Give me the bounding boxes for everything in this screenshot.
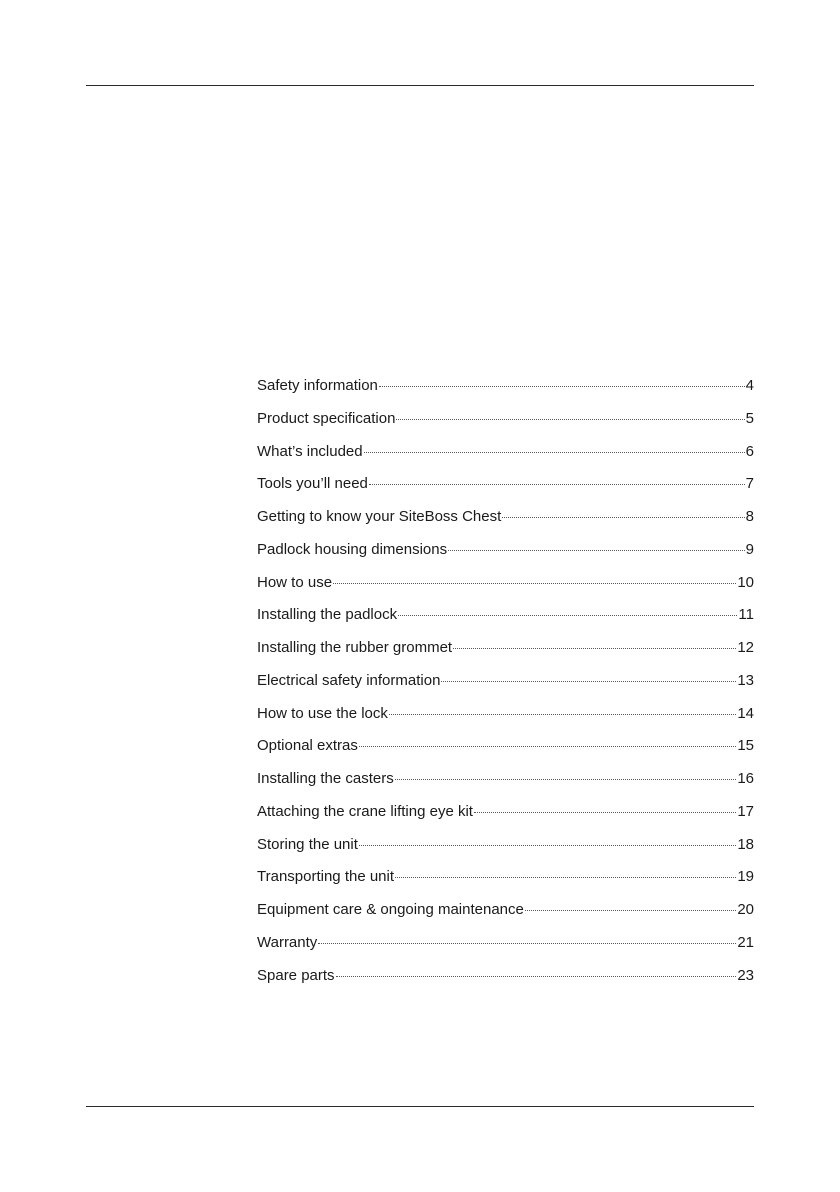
table-of-contents — [257, 376, 754, 998]
toc-dot-leader — [379, 386, 745, 387]
toc-entry-title: What’s included — [257, 442, 363, 460]
toc-entry[interactable] — [257, 900, 754, 933]
toc-entry[interactable] — [257, 802, 754, 835]
toc-page-number: 17 — [737, 802, 754, 820]
toc-page-number: 16 — [737, 770, 754, 787]
toc-entry[interactable] — [257, 474, 754, 507]
toc-page-number: 21 — [737, 933, 754, 951]
toc-entry-title: Getting to know your SiteBoss Chest — [257, 508, 502, 525]
toc-dot-leader — [395, 877, 736, 878]
toc-page-number: 9 — [745, 540, 754, 558]
toc-page-number: 8 — [745, 508, 754, 525]
toc-dot-leader — [336, 976, 737, 977]
toc-entry[interactable] — [257, 933, 754, 966]
toc-entry-title: How to use — [257, 573, 333, 591]
toc-entry[interactable] — [257, 769, 754, 802]
toc-entry[interactable] — [257, 442, 754, 475]
toc-page-number: 14 — [737, 704, 754, 722]
toc-dot-leader — [448, 550, 745, 551]
toc-entry[interactable] — [257, 966, 754, 999]
toc-entry-title: Equipment care & ongoing maintenance — [257, 901, 524, 918]
toc-entry[interactable] — [257, 671, 754, 704]
toc-entry[interactable] — [257, 507, 754, 540]
toc-entry-title: Spare parts — [257, 966, 335, 984]
toc-dot-leader — [502, 517, 744, 518]
toc-page-number: 7 — [745, 475, 754, 493]
toc-dot-leader — [369, 484, 745, 485]
toc-entry-title: Installing the padlock — [257, 606, 398, 624]
toc-entry[interactable] — [257, 573, 754, 606]
toc-page-number: 11 — [738, 606, 754, 624]
toc-entry-title: Electrical safety information — [257, 671, 441, 689]
toc-dot-leader — [364, 452, 745, 453]
toc-entry[interactable] — [257, 704, 754, 737]
toc-dot-leader — [333, 583, 736, 584]
toc-entry-title: Safety information — [257, 377, 378, 394]
toc-entry[interactable] — [257, 605, 754, 638]
toc-entry-title: How to use the lock — [257, 704, 388, 722]
toc-page-number: 18 — [737, 835, 754, 853]
toc-entry[interactable] — [257, 638, 754, 671]
toc-page-number: 5 — [745, 409, 754, 427]
footer-rule — [86, 1106, 754, 1107]
toc-entry-title: Optional extras — [257, 737, 358, 755]
toc-dot-leader — [441, 681, 736, 682]
toc-dot-leader — [389, 714, 736, 715]
toc-dot-leader — [453, 648, 736, 649]
toc-dot-leader — [395, 779, 737, 780]
toc-page-number: 13 — [737, 671, 754, 689]
toc-entry[interactable] — [257, 540, 754, 573]
toc-entry-title: Storing the unit — [257, 835, 358, 853]
toc-entry-title: Installing the rubber grommet — [257, 639, 453, 656]
toc-entry[interactable] — [257, 867, 754, 900]
toc-dot-leader — [474, 812, 736, 813]
toc-page-number: 10 — [737, 573, 754, 591]
toc-dot-leader — [398, 615, 737, 616]
toc-entry-title: Installing the casters — [257, 770, 394, 787]
toc-dot-leader — [318, 943, 736, 944]
toc-page-number: 6 — [745, 442, 754, 460]
toc-entry[interactable] — [257, 736, 754, 769]
toc-entry-title: Warranty — [257, 933, 318, 951]
toc-entry-title: Transporting the unit — [257, 868, 395, 886]
toc-page-number: 15 — [737, 737, 754, 755]
toc-page-number: 23 — [737, 966, 754, 984]
toc-dot-leader — [525, 910, 736, 911]
toc-entry[interactable] — [257, 835, 754, 868]
toc-page-number: 19 — [737, 868, 754, 886]
toc-dot-leader — [396, 419, 744, 420]
toc-entry-title: Tools you’ll need — [257, 475, 368, 493]
toc-entry-title: Attaching the crane lifting eye kit — [257, 802, 473, 820]
header-rule — [86, 85, 754, 86]
toc-entry-title: Product specification — [257, 409, 396, 427]
toc-page-number: 4 — [745, 377, 754, 394]
toc-dot-leader — [359, 746, 736, 747]
toc-entry-title: Padlock housing dimensions — [257, 540, 448, 558]
toc-entry[interactable] — [257, 376, 754, 409]
toc-page-number: 12 — [737, 639, 754, 656]
toc-entry[interactable] — [257, 409, 754, 442]
toc-page-number: 20 — [737, 901, 754, 918]
toc-dot-leader — [359, 845, 736, 846]
